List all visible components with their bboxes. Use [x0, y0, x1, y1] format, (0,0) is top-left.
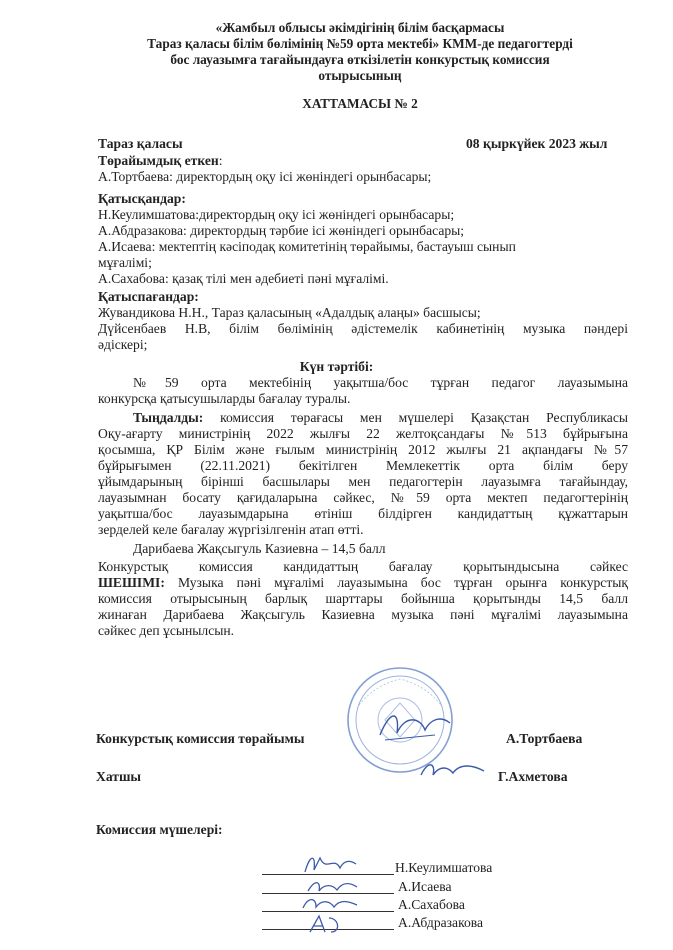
header-line-3: бос лауазымға тағайындауға өткізілетін конкурстық комиссия [170, 52, 550, 67]
heard-text-1: комиссия төрағасы мен мүшелері Қазақстан Республикасы [220, 410, 628, 425]
heard-line-4: бұйрығымен (22.11.2021) бекітілген Мемлекеттік орта білім беру [98, 458, 628, 473]
participant-3-cont: мұғалімі; [98, 255, 152, 270]
chair-label: Төрайымдық еткен [98, 153, 219, 168]
heard-line-5: ұйымдарының бірінші басшылары мен педагогтерін лауазымға тағайындау, [98, 474, 628, 489]
header-line-2: Тараз қаласы білім бөлімінің №59 орта мектебі» КММ-де педагогтерді [147, 36, 573, 51]
heard-label: Тыңдалды: [133, 410, 204, 425]
secretary-signature [418, 755, 488, 785]
member-name-3: А.Сахабова [398, 897, 465, 912]
decision-line-1: Конкурстық комиссия кандидаттың бағалау қорытындысына сәйкес [98, 559, 628, 574]
member-signature-4-stroke [310, 916, 338, 932]
agenda-heading: Күн тәртібі: [299, 359, 374, 374]
participant-4: А.Сахабова: қазақ тілі мен әдебиеті пәні мұғалімі. [98, 271, 389, 286]
participants-label: Қатысқандар: [98, 191, 186, 206]
participant-2: А.Абдразакова: директордың тәрбие ісі жөніндегі орынбасары; [98, 223, 465, 238]
agenda-line-1: №59 орта мектебінің уақытша/бос тұрған педагог лауазымына [133, 375, 628, 390]
chair-heading [98, 153, 223, 169]
secretary-name: Г.Ахметова [498, 769, 568, 784]
candidate-score: Дарибаева Жақсыгуль Казиевна – 14,5 балл [133, 541, 386, 556]
chair-signature [375, 705, 455, 750]
heard-line-2: Оқу-ағарту министрінің 2022 жылғы 22 желтоқсандағы №513 бұйрығына [98, 426, 628, 441]
member-name-4: А.Абдразакова [398, 915, 484, 930]
chair-name: А.Тортбаева: директордың оқу ісі жөніндегі орынбасары; [98, 169, 432, 184]
heard-line-7: уақытша/бос лауазымдарына өтініш білдірген кандидаттың құжаттарын [98, 506, 628, 521]
participant-3: А.Исаева: мектептің кәсіподақ комитетінің төрайымы, бастауыш сынып [98, 239, 516, 254]
decision-line-3: комиссия отырысының барлық шарттары бойынша қорытынды 14,5 балл [98, 591, 628, 606]
member-signature-4 [305, 912, 350, 936]
absent-2: Дүйсенбаев Н.В, білім бөлімінің әдістемелік кабинетінің музыка пәндері [98, 321, 628, 336]
stamp-text-arc [359, 679, 441, 705]
decision-text-2: Музыка пәні мұғалімі лауазымына бос тұрған орынға конкурстық [178, 575, 628, 590]
chair-signature-label: Конкурстық комиссия төрайымы [96, 731, 305, 746]
decision-line-2 [98, 575, 628, 591]
header-line-4: отырысының [318, 68, 402, 83]
chair-signature-stroke [380, 716, 450, 735]
city: Тараз қаласы [98, 136, 183, 151]
secretary-label: Хатшы [96, 769, 142, 784]
date: 08 қыркүйек 2023 жыл [466, 136, 608, 151]
absent-2-cont: әдіскері; [98, 337, 148, 352]
heard-line-3: қосымша, ҚР Білім және ғылым министрінің 2012 жылғы 21 ақпандағы №57 [98, 442, 628, 457]
heard-line-6: лауазымнан босату қағидаларына сәйкес, №59 орта мектеп педагогтерінің [98, 490, 628, 505]
document-title: ХАТТАМАСЫ № 2 [302, 96, 418, 111]
member-signature-3-stroke [303, 900, 357, 908]
chair-signature-name: А.Тортбаева [506, 731, 583, 746]
decision-line-4: жинаған Дарибаева Жақсыгуль Казиевна музыка пәні мұғалімі лауазымына [98, 607, 628, 622]
secretary-signature-stroke [421, 765, 484, 775]
agenda-line-2: конкурсқа қатысушыларды бағалау туралы. [98, 391, 351, 406]
members-label: Комиссия мүшелері: [96, 822, 223, 837]
heard-line-8: зерделей келе бағалау жүргізілгенін атап өтті. [98, 522, 364, 537]
member-signature-2-stroke [308, 883, 357, 891]
chair-signature-underline [385, 735, 435, 740]
member-signature-1-stroke [305, 858, 356, 872]
decision-label: ШЕШІМІ: [98, 575, 165, 590]
heard-line-1 [133, 410, 628, 426]
participant-1: Н.Кеулимшатова:директордың оқу ісі жөніндегі орынбасары; [98, 207, 455, 222]
absent-label: Қатыспағандар: [98, 289, 199, 304]
chair-colon: : [218, 153, 223, 168]
header-line-1: «Жамбыл облысы әкімдігінің білім басқармасы [215, 20, 505, 35]
member-name-1: Н.Кеулимшатова [395, 860, 493, 875]
absent-1: Жувандикова Н.Н., Тараз қаласының «Адалдық алаңы» басшысы; [98, 305, 481, 320]
member-name-2: А.Исаева [398, 879, 452, 894]
decision-line-5: сәйкес деп ұсынылсын. [98, 623, 235, 638]
member-signature-1 [300, 850, 360, 878]
